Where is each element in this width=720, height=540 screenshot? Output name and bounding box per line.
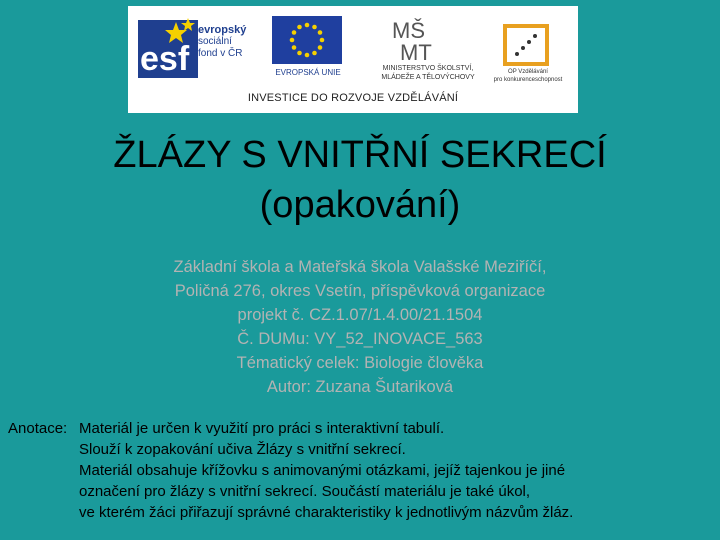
msmt-line1: MINISTERSTVO ŠKOLSTVÍ,: [382, 65, 474, 72]
funding-logo-banner: [128, 6, 578, 113]
eu-star-icon: [292, 45, 297, 50]
op-line2: pro konkurenceschopnost: [493, 77, 563, 83]
op-label: [480, 68, 576, 84]
eu-star-icon: [305, 23, 310, 28]
title-line2: (opakování): [259, 184, 461, 226]
eu-label: EVROPSKÁ UNIE: [275, 68, 341, 77]
eu-star-icon: [297, 51, 302, 56]
investice-slogan: INVESTICE DO ROZVOJE VZDĚLÁVÁNÍ: [247, 92, 459, 104]
school-info: [0, 255, 720, 399]
annotation-line: označení pro žlázy s vnitřní sekrecí. Součástí materiálu je také úkol,: [79, 483, 531, 500]
annotation-line: Materiál obsahuje křížovku s animovanými otázkami, jejíž tajenkou je jiné: [79, 462, 566, 479]
eu-star-icon: [318, 30, 323, 35]
slide-title: [0, 130, 720, 230]
msmt-label: [368, 64, 488, 82]
annotation-line: Slouží k zopakování učiva Žlázy s vnitřní sekrecí.: [79, 441, 406, 458]
esf-text: [198, 24, 258, 60]
info-line: Základní škola a Mateřská škola Valašské Meziříčí,: [173, 258, 547, 276]
annotation-line: ve kterém žáci přiřazují správné charakteristiky k jednotlivým názvům žláz.: [79, 504, 574, 521]
annotation-text: [79, 418, 719, 523]
info-line: Autor: Zuzana Šutariková: [266, 378, 454, 396]
svg-text:esf: esf: [140, 40, 190, 78]
eu-star-icon: [318, 45, 323, 50]
svg-text:MT: MT: [400, 40, 432, 62]
eu-star-icon: [312, 25, 317, 30]
eu-star-icon: [292, 30, 297, 35]
op-line1: OP Vzdělávání: [508, 69, 548, 75]
eu-star-icon: [312, 51, 317, 56]
esf-line1: evropský: [198, 24, 247, 36]
svg-text:MŠ: MŠ: [392, 18, 425, 43]
op-vk-logo: [503, 24, 549, 66]
title-line1: ŽLÁZY S VNITŘNÍ SEKRECÍ: [113, 134, 607, 176]
eu-flag-icon: [272, 16, 342, 64]
msmt-logo: [386, 16, 456, 62]
eu-star-icon: [297, 25, 302, 30]
info-line: projekt č. CZ.1.07/1.4.00/21.1504: [237, 306, 483, 324]
esf-line2: sociální: [198, 36, 232, 47]
info-line: Poličná 276, okres Vsetín, příspěvková organizace: [174, 282, 546, 300]
info-line: Č. DUMu: VY_52_INOVACE_563: [237, 330, 483, 348]
eu-star-icon: [320, 38, 325, 43]
annotation-line: Materiál je určen k využití pro práci s interaktivní tabulí.: [79, 420, 445, 437]
esf-line3: fond v ČR: [198, 48, 243, 59]
eu-star-icon: [290, 38, 295, 43]
info-line: Tématický celek: Biologie člověka: [236, 354, 484, 372]
msmt-line2: MLÁDEŽE A TĚLOVÝCHOVY: [381, 74, 475, 81]
eu-star-icon: [305, 53, 310, 58]
annotation-label: Anotace:: [8, 420, 68, 437]
